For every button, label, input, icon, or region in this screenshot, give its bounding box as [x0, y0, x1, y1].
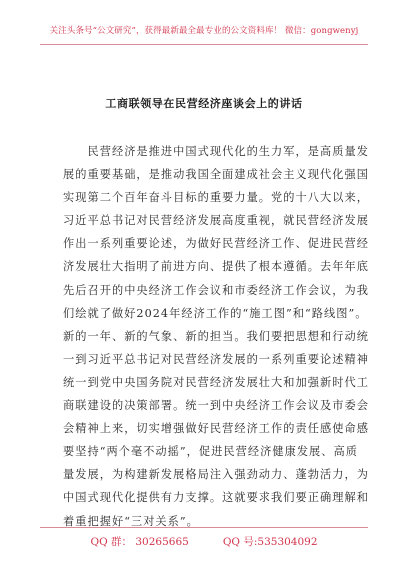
body-line: 展的重要基础，是推动我国全面建成社会主义现代化强国: [63, 168, 369, 182]
body-line: 商联建设的决策部署。统一到中央经济工作会议及市委会: [63, 399, 369, 413]
body-line: 济发展壮大指明了前进方向、提供了根本遵循。去年年底: [63, 260, 369, 274]
header-divider: [40, 44, 368, 45]
body-line: 统一到党中央国务院对民营经济发展壮大和加强新时代工: [63, 375, 369, 389]
document-title: 工商联领导在民营经济座谈会上的讲话: [105, 97, 303, 110]
body-line: 量发展，为构建新发展格局注入强劲动力、蓬勃活力，为: [63, 468, 369, 482]
body-line: 着重把握好“三对关系”。: [63, 514, 199, 528]
header-note: 关注头条号“公文研究”，获得最新最全最专业的公文资料库！ 微信：gongwenyj: [49, 26, 359, 36]
footer-divider: [40, 527, 368, 528]
body-line: 一到习近平总书记对民营经济发展的一系列重要论述精神: [63, 352, 369, 366]
footer-qq-group: QQ 群： 30265665: [90, 536, 189, 548]
body-line: 会精神上来，切实增强做好民营经济工作的责任感使命感: [63, 422, 369, 436]
body-line: 新的一年、新的气象、新的担当。我们要把思想和行动统: [63, 329, 369, 343]
body-line: 先后召开的中央经济工作会议和市委经济工作会议，为我: [63, 283, 369, 297]
body-line: 们绘就了做好2024年经济工作的“施工图”和“路线图”。: [63, 306, 368, 320]
body-line: 民营经济是推进中国式现代化的生力军，是高质量发: [63, 145, 369, 158]
footer-contact: [0, 534, 408, 549]
body-line: 习近平总书记对民营经济发展高度重视，就民营经济发展: [63, 214, 369, 228]
body-line: 中国式现代化提供有力支撑。这就要求我们要正确理解和: [63, 491, 369, 505]
body-line: 作出一系列重要论述，为做好民营经济工作、促进民营经: [63, 237, 369, 251]
body-line: 实现第二个百年奋斗目标的重要力量。党的十八大以来，: [63, 191, 369, 205]
document-body: [63, 140, 369, 533]
footer-qq-number: QQ 号:535304092: [222, 536, 318, 548]
body-line: 要坚持“两个毫不动摇”，促进民营经济健康发展、高质: [63, 445, 359, 459]
